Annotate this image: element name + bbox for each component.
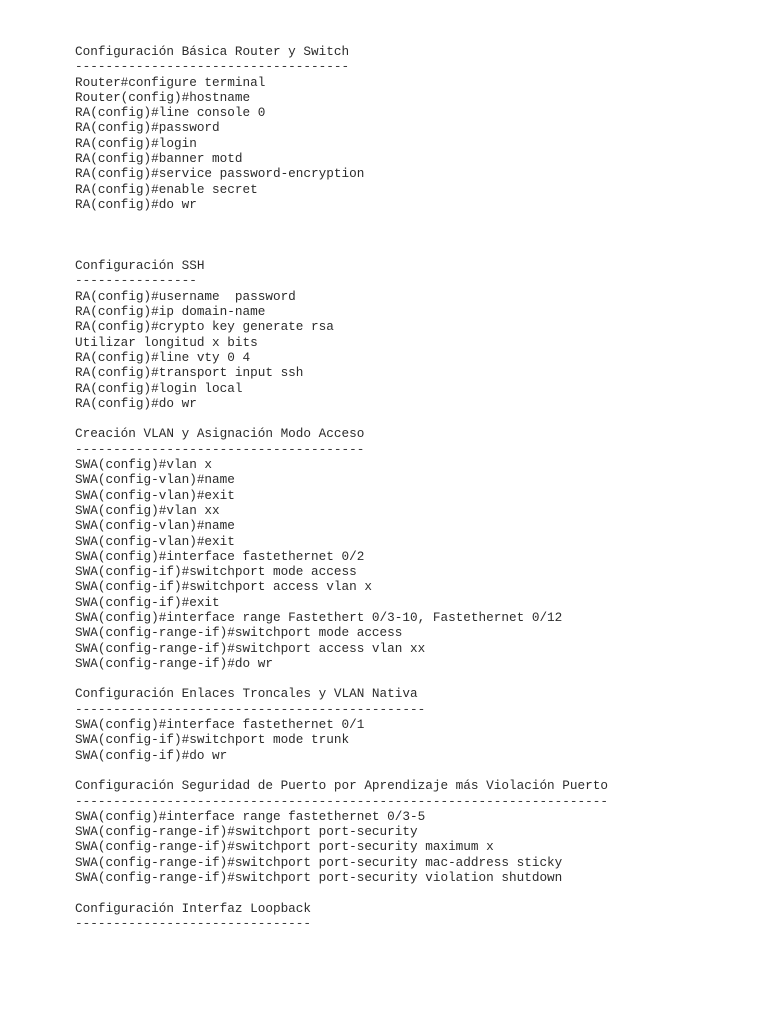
section-rule: -------------------------------------- — [75, 441, 365, 457]
command-line: SWA(config-range-if)#switchport port-security mac-address sticky — [75, 854, 563, 870]
command-line: SWA(config-range-if)#switchport port-security violation shutdown — [75, 870, 563, 886]
command-line: SWA(config)#interface range Fastethert 0/3-10, Fastethernet 0/12 — [75, 609, 563, 625]
config-section — [75, 258, 608, 411]
command-line: RA(config)#transport input ssh — [75, 365, 304, 381]
command-line: SWA(config)#vlan xx — [75, 502, 220, 518]
section-title: Configuración Seguridad de Puerto por Aprendizaje más Violación Puerto — [75, 778, 608, 794]
command-line: SWA(config)#interface fastethernet 0/2 — [75, 548, 365, 564]
command-line: SWA(config-if)#switchport access vlan x — [75, 579, 372, 595]
command-line: RA(config)#do wr — [75, 395, 197, 411]
command-line: SWA(config)#vlan x — [75, 457, 213, 473]
command-line: SWA(config-vlan)#name — [75, 518, 235, 534]
command-line: RA(config)#ip domain-name — [75, 304, 266, 320]
section-rule: ---------------------------------------------- — [75, 701, 426, 717]
command-line: RA(config)#banner motd — [75, 151, 243, 167]
section-rule: ------------------------------------ — [75, 59, 350, 75]
section-title: Configuración Básica Router y Switch — [75, 44, 350, 59]
section-title: Creación VLAN y Asignación Modo Acceso — [75, 426, 365, 442]
command-line: SWA(config-vlan)#name — [75, 472, 235, 488]
section-rule: ---------------- — [75, 273, 197, 289]
command-line: Router#configure terminal — [75, 74, 266, 90]
command-line: RA(config)#login local — [75, 380, 243, 396]
command-line: SWA(config-if)#switchport mode access — [75, 564, 357, 580]
command-line: SWA(config-vlan)#exit — [75, 487, 235, 503]
command-line: SWA(config-range-if)#switchport port-security maximum x — [75, 839, 494, 855]
section-title: Configuración SSH — [75, 258, 205, 274]
command-line: RA(config)#enable secret — [75, 181, 258, 197]
config-section — [75, 686, 608, 762]
section-title: Configuración Enlaces Troncales y VLAN Nativa — [75, 686, 418, 702]
command-line: SWA(config-range-if)#switchport mode access — [75, 625, 403, 641]
command-line: SWA(config-range-if)#switchport port-security — [75, 824, 418, 840]
config-section — [75, 778, 608, 885]
command-line: RA(config)#line vty 0 4 — [75, 349, 251, 365]
command-line: SWA(config-if)#do wr — [75, 747, 228, 763]
command-line: Utilizar longitud x bits — [75, 334, 258, 350]
command-line: RA(config)#login — [75, 135, 197, 151]
command-line: RA(config)#do wr — [75, 196, 197, 212]
command-line: SWA(config-range-if)#do wr — [75, 655, 273, 671]
command-line: Router(config)#hostname — [75, 89, 251, 105]
config-section — [75, 426, 608, 671]
config-section — [75, 901, 608, 932]
section-rule: ---------------------------------------------------------------------- — [75, 793, 608, 809]
command-line: SWA(config-if)#switchport mode trunk — [75, 732, 350, 748]
command-line: RA(config)#service password-encryption — [75, 166, 365, 182]
command-line: RA(config)#line console 0 — [75, 105, 266, 121]
command-line: RA(config)#crypto key generate rsa — [75, 319, 334, 335]
config-document — [75, 44, 608, 931]
command-line: SWA(config)#interface range fastethernet 0/3-5 — [75, 808, 426, 824]
command-line: RA(config)#password — [75, 120, 220, 136]
command-line: SWA(config)#interface fastethernet 0/1 — [75, 717, 365, 733]
command-line: SWA(config-vlan)#exit — [75, 533, 235, 549]
command-line: RA(config)#username password — [75, 288, 296, 304]
section-rule: ------------------------------- — [75, 915, 312, 931]
config-section — [75, 44, 608, 212]
command-line: SWA(config-if)#exit — [75, 594, 220, 610]
command-line: SWA(config-range-if)#switchport access vlan xx — [75, 640, 426, 656]
section-title: Configuración Interfaz Loopback — [75, 900, 312, 916]
